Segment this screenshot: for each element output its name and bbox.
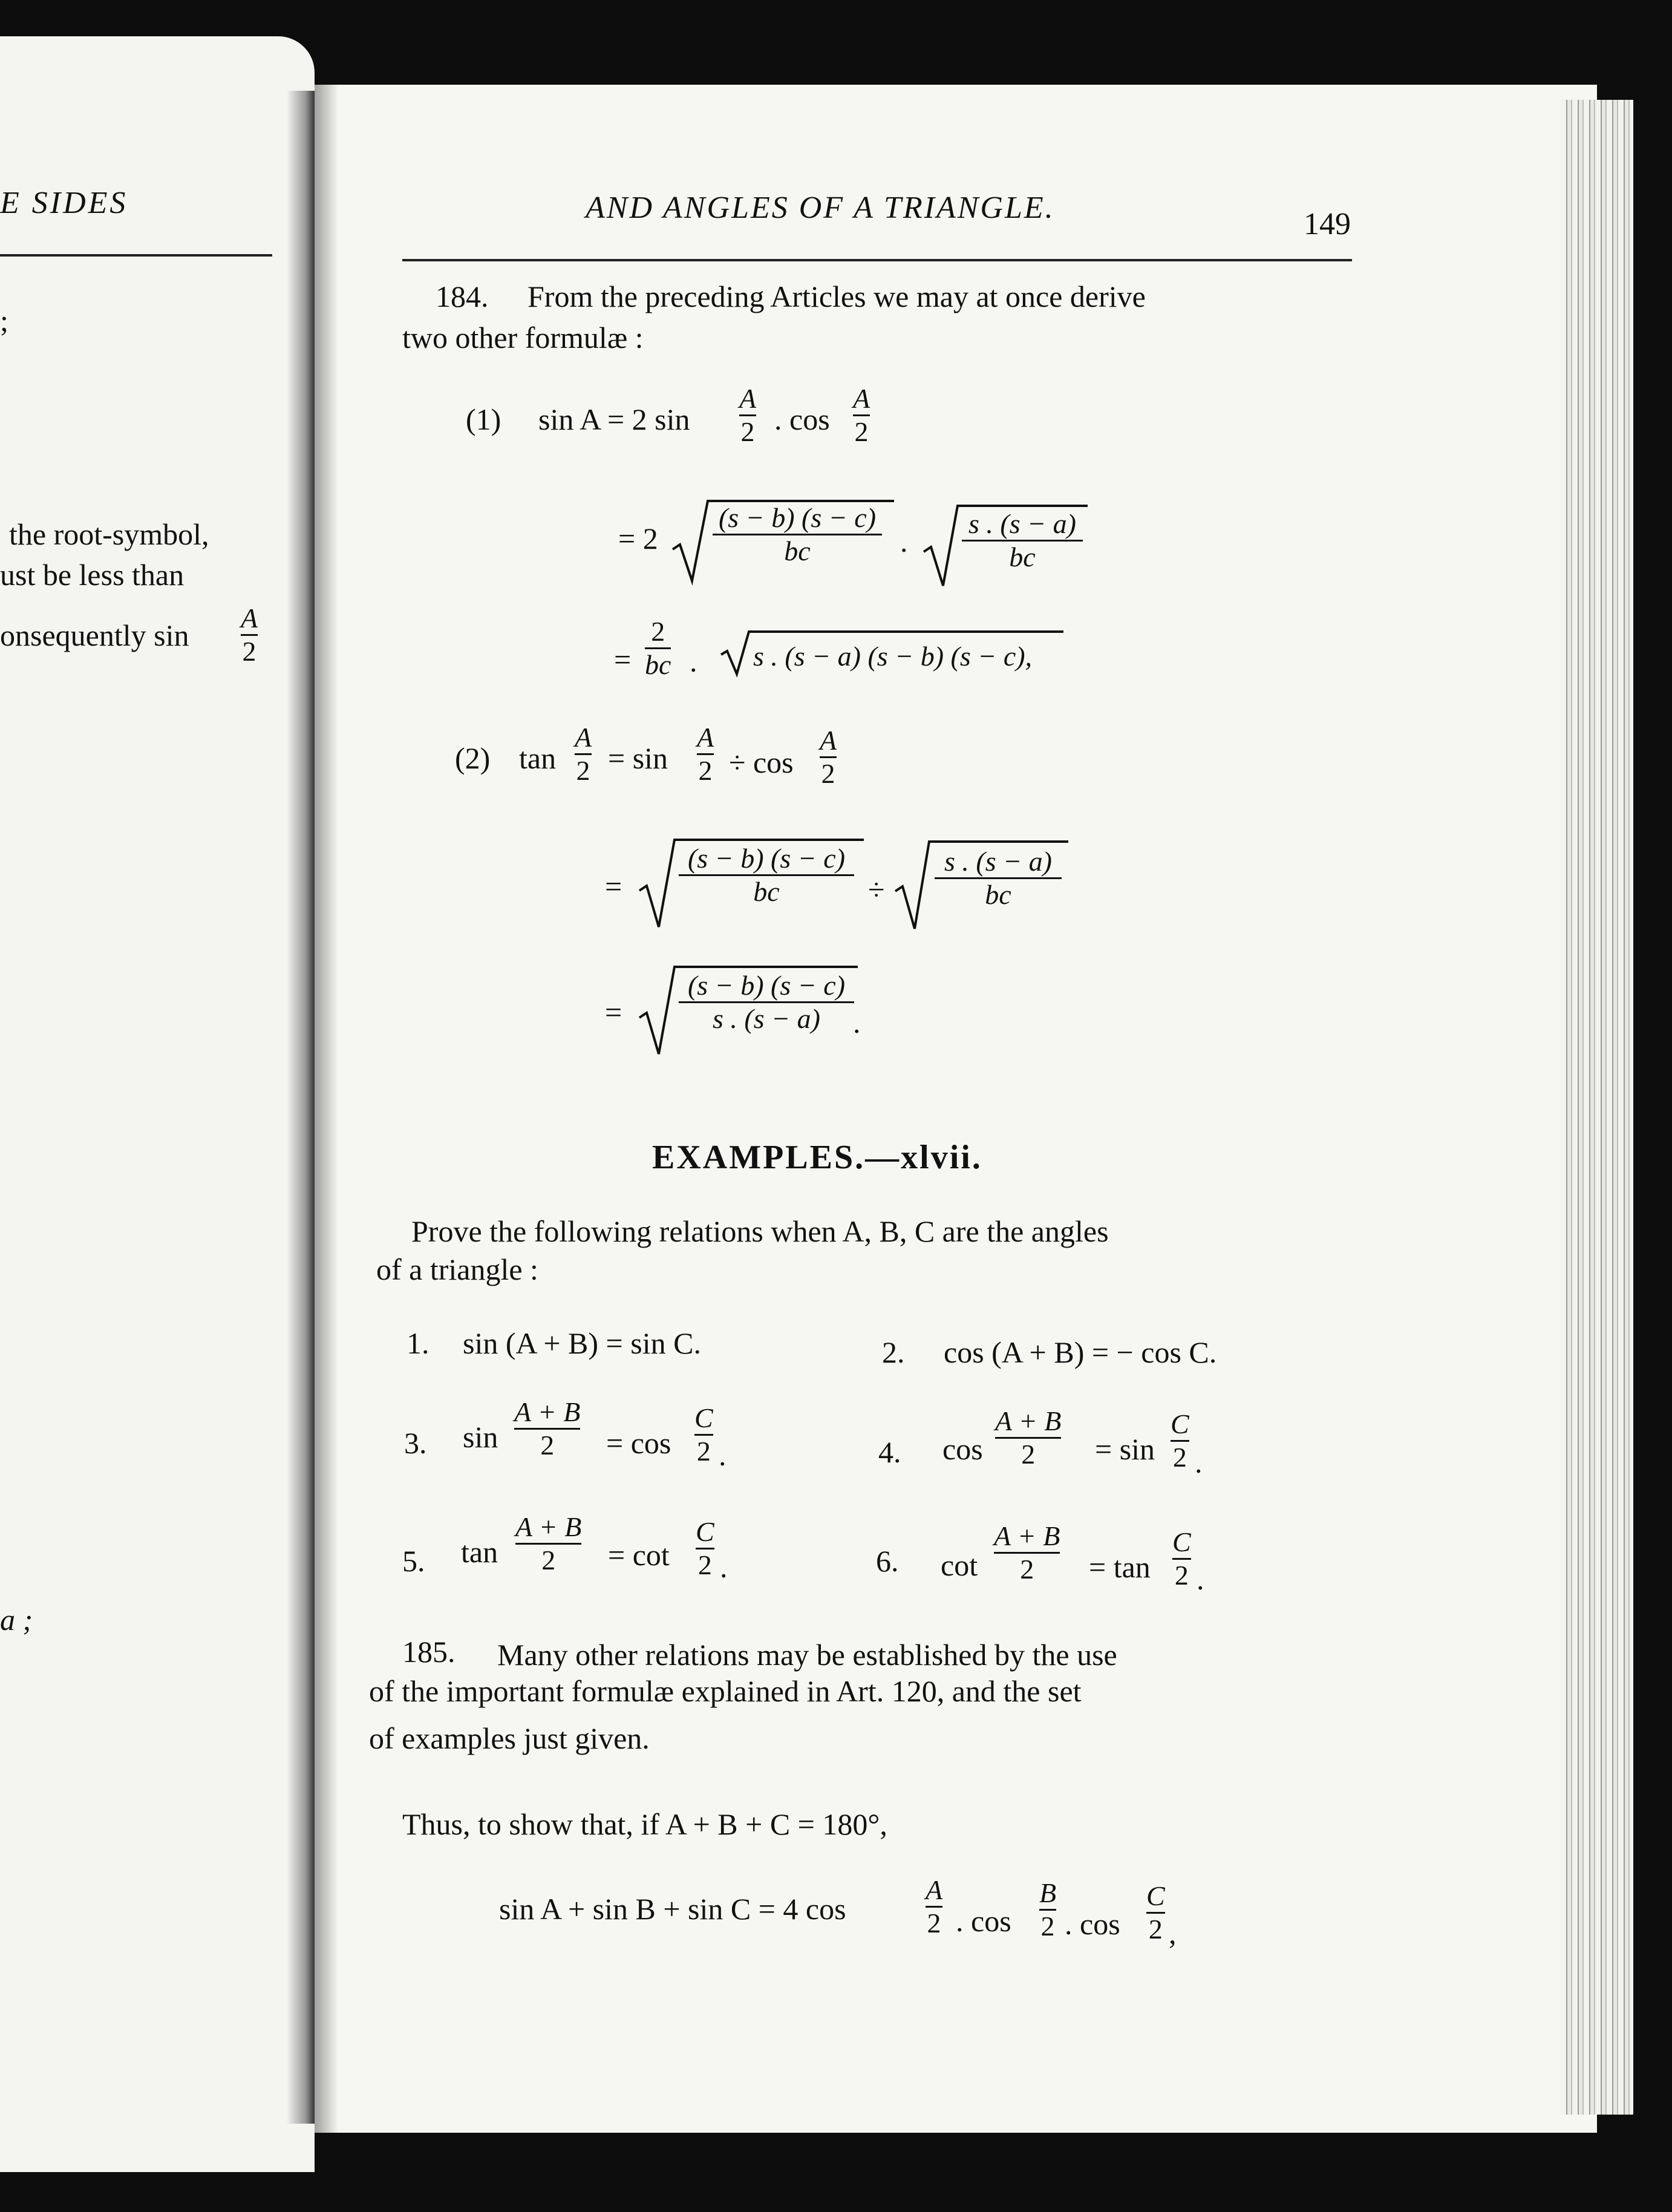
eq1-coef <box>645 617 671 680</box>
example-2: cos (A + B) = − cos C. <box>944 1335 1217 1369</box>
frac-num: A + B <box>515 1511 582 1542</box>
example-4-frac-c <box>1171 1410 1189 1473</box>
frac-den: bc <box>645 649 671 681</box>
eq2-period: . <box>853 1006 861 1039</box>
final-frac-c <box>1146 1882 1165 1945</box>
article-number-185: 185. <box>402 1635 456 1669</box>
eq2-div: ÷ <box>868 872 885 906</box>
eq2-eq-sin: = sin <box>608 741 668 775</box>
example-3-period: . <box>719 1438 727 1472</box>
eq1-root2 <box>962 509 1083 572</box>
examples-intro-1: Prove the following relations when A, B, C are the angles <box>411 1214 1109 1248</box>
left-page <box>0 36 315 2172</box>
frac-den: 2 <box>927 1908 941 1939</box>
left-header-rule <box>0 254 272 257</box>
final-equation-lhs: sin A + sin B + sin C = 4 cos <box>499 1892 846 1926</box>
example-3-frac-ab <box>514 1398 580 1461</box>
example-4-period: . <box>1195 1445 1203 1479</box>
article-185-line-2: of the important formulæ explained in Art. 120, and the set <box>369 1674 1082 1708</box>
article-185-line-1: Many other relations may be established by the use <box>497 1638 1117 1672</box>
eq2-label: (2) <box>455 741 491 775</box>
frac-num: A + B <box>994 1520 1060 1551</box>
eq2-half-c <box>820 726 837 789</box>
article-184-line-1: From the preceding Articles we may at once derive <box>527 280 1146 313</box>
frac-num: A + B <box>514 1396 581 1427</box>
example-6-frac-ab <box>994 1522 1060 1585</box>
frac-num: C <box>1146 1880 1165 1911</box>
page-edges <box>1561 100 1633 2115</box>
frac-den: 2 <box>696 1436 711 1467</box>
example-3-fn: sin <box>463 1420 498 1454</box>
frac-num: B <box>1039 1877 1057 1908</box>
eq2-half-a <box>575 723 592 786</box>
frac-den: 2 <box>697 1549 712 1581</box>
example-5-period: . <box>720 1550 728 1584</box>
left-line-3: ust be less than <box>0 558 185 592</box>
eq1-half-b <box>853 384 870 447</box>
gutter-shadow <box>315 85 339 2133</box>
frac-num: (s − b) (s − c) <box>718 502 877 533</box>
eq2-root2 <box>935 847 1062 910</box>
frac-den: 2 <box>1174 1560 1189 1591</box>
frac-num: A <box>575 722 592 753</box>
example-4-fn: cos <box>942 1432 983 1466</box>
eq1-half-a <box>739 384 756 447</box>
eq2-root1 <box>679 844 854 907</box>
frac-den: 2 <box>1148 1914 1163 1945</box>
examples-intro-2: of a triangle : <box>376 1252 538 1286</box>
example-3-number: 3. <box>404 1426 427 1460</box>
article-number-184: 184. <box>436 280 489 313</box>
eq2-tan: tan <box>519 741 557 775</box>
frac-den: bc <box>1009 542 1036 573</box>
eq2-root3 <box>679 971 854 1034</box>
example-4-frac-ab <box>995 1407 1061 1470</box>
article-185-line-3: of examples just given. <box>369 1721 650 1755</box>
example-3-frac-c <box>694 1404 713 1467</box>
frac-num: A <box>820 725 837 756</box>
frac-num: C <box>694 1402 713 1433</box>
example-5-frac-c <box>696 1517 714 1580</box>
final-dot-cos-1: . cos <box>956 1904 1011 1938</box>
frac-den: 2 <box>576 755 590 787</box>
example-6-frac-c <box>1172 1528 1191 1591</box>
examples-heading: EXAMPLES.—xlvii. <box>652 1139 982 1176</box>
example-6-rhs: = tan <box>1089 1550 1151 1584</box>
left-line-2: the root-symbol, <box>9 517 209 551</box>
eq1-label: (1) <box>466 402 501 436</box>
frac-num: 2 <box>651 616 665 647</box>
example-5-frac-ab <box>515 1513 581 1576</box>
example-4-number: 4. <box>878 1435 901 1469</box>
frac-den: 2 <box>821 758 835 790</box>
eq2-div-cos: ÷ cos <box>729 745 794 779</box>
running-head: AND ANGLES OF A TRIANGLE. <box>586 191 1055 225</box>
left-line-4: onsequently sin <box>0 618 189 652</box>
frac-num: (s − b) (s − c) <box>687 970 846 1001</box>
left-frac-den: 2 <box>242 636 256 667</box>
eq1-dot-cos: . cos <box>774 402 830 436</box>
left-line-1: ; <box>0 304 8 338</box>
left-page-header: E SIDES <box>0 186 128 220</box>
example-1: sin (A + B) = sin C. <box>463 1326 701 1360</box>
frac-den: 2 <box>854 416 869 448</box>
frac-num: A <box>739 383 757 414</box>
frac-num: C <box>696 1516 714 1547</box>
final-frac-b <box>1039 1879 1056 1942</box>
frac-den: 2 <box>1172 1442 1187 1473</box>
example-6-number: 6. <box>876 1544 899 1578</box>
example-6-period: . <box>1197 1562 1204 1596</box>
frac-num: A <box>926 1874 943 1905</box>
example-1-number: 1. <box>407 1326 429 1360</box>
frac-den: 2 <box>1040 1911 1055 1942</box>
eq1-step3-root: s . (s − a) (s − b) (s − c), <box>753 641 1033 672</box>
frac-den: 2 <box>1021 1439 1036 1470</box>
article-185-thus: Thus, to show that, if A + B + C = 180°, <box>402 1807 887 1841</box>
final-dot-cos-2: . cos <box>1065 1907 1120 1941</box>
frac-den: 2 <box>698 755 713 787</box>
frac-num: C <box>1172 1526 1191 1557</box>
eq2-step3-prefix: = <box>605 995 622 1029</box>
example-5-rhs: = cot <box>608 1538 670 1572</box>
eq1-dot: . <box>900 525 908 558</box>
frac-den: 2 <box>540 1430 555 1461</box>
frac-den: 2 <box>1020 1554 1034 1585</box>
frac-num: (s − b) (s − c) <box>687 843 846 874</box>
frac-num: C <box>1171 1409 1189 1439</box>
frac-num: s . (s − a) <box>944 846 1052 877</box>
final-frac-a <box>926 1876 942 1939</box>
eq2-step2-prefix: = <box>605 869 622 903</box>
left-fraction <box>241 604 258 667</box>
frac-num: s . (s − a) <box>968 508 1076 539</box>
frac-num: A <box>853 383 870 414</box>
eq1-root1 <box>713 503 882 566</box>
example-3-rhs: = cos <box>606 1426 671 1460</box>
left-frac-num: A <box>241 603 258 633</box>
example-6-fn: cot <box>941 1548 978 1582</box>
eq1-step3-prefix: = <box>614 643 632 676</box>
frac-num: A + B <box>995 1405 1062 1436</box>
frac-den: bc <box>753 876 780 908</box>
frac-den: bc <box>985 879 1011 911</box>
page-number: 149 <box>1304 207 1351 241</box>
article-184-line-2: two other formulæ : <box>402 321 644 355</box>
final-comma: , <box>1169 1916 1177 1950</box>
header-rule <box>402 259 1352 261</box>
eq2-half-b <box>697 723 714 786</box>
eq1-step2-prefix: = 2 <box>618 522 658 555</box>
example-5-number: 5. <box>402 1544 425 1578</box>
frac-den: s . (s − a) <box>713 1003 820 1035</box>
frac-den: bc <box>784 535 811 567</box>
left-line-5: a ; <box>0 1603 33 1637</box>
example-5-fn: tan <box>461 1535 498 1569</box>
eq1-dot: . <box>690 644 697 678</box>
frac-den: 2 <box>740 416 755 448</box>
example-4-rhs: = sin <box>1095 1432 1155 1466</box>
frac-num: A <box>697 722 714 753</box>
frac-den: 2 <box>541 1545 556 1576</box>
eq1-lhs: sin A = 2 sin <box>538 402 690 436</box>
example-2-number: 2. <box>882 1335 905 1369</box>
